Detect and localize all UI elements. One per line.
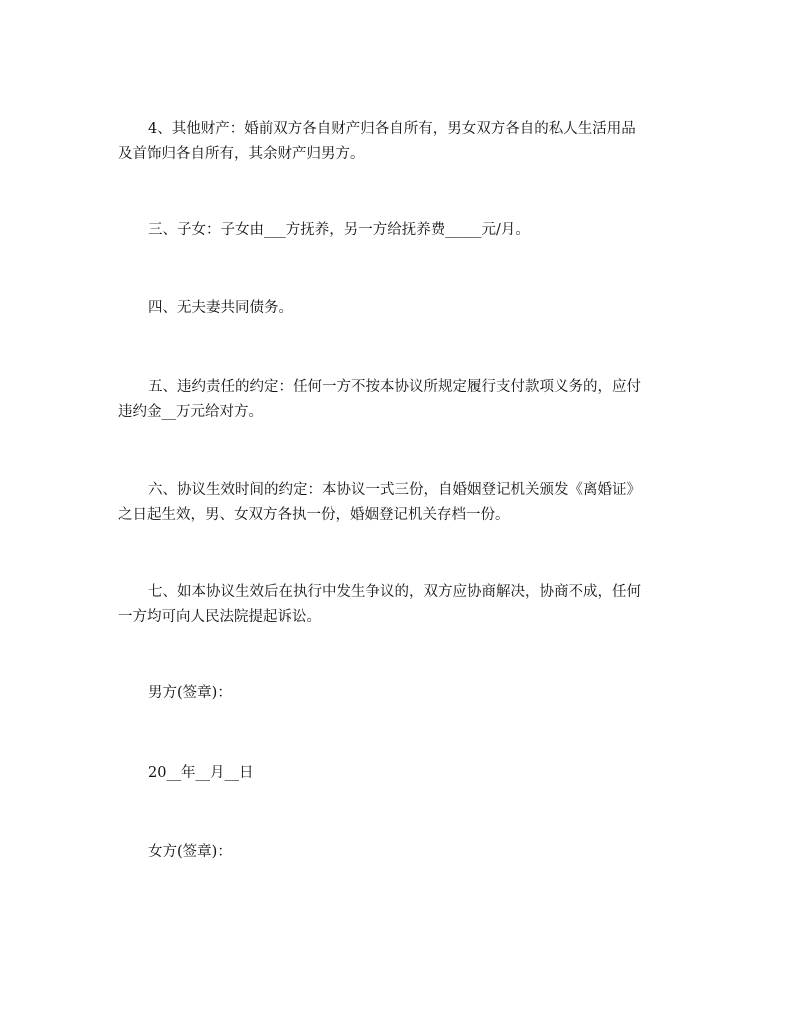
clause-children [118,218,690,243]
clause-line: 违约金__万元给对方。 [118,404,263,420]
clause-line: 五、违约责任的约定：任何一方不按本协议所规定履行支付款项义务的，应付 [148,379,641,395]
clause-line: 之日起生效，男、女双方各执一份，婚姻登记机关存档一份。 [118,507,510,523]
clause-line: 四、无夫妻共同债务。 [148,300,293,316]
clause-line: 七、如本协议生效后在执行中发生争议的，双方应协商解决，协商不成，任何 [148,584,641,600]
clause-line: 三、子女：子女由___方抚养，另一方给抚养费_____元/月。 [148,222,530,238]
clause-breach [118,375,690,425]
clause-debts [118,296,690,321]
clause-line: 六、协议生效时间的约定：本协议一式三份，自婚姻登记机关颁发《离婚证》 [148,482,641,498]
clause-line: 及首饰归各自所有，其余财产归男方。 [118,146,365,162]
clause-line: 4、其他财产：婚前双方各自财产归各自所有，男女双方各自的私人生活用品 [148,121,636,137]
clause-effective-time [118,478,690,528]
male-signature-label: 男方(签章)： [148,685,232,701]
clause-other-property [118,117,690,167]
female-signature-label: 女方(签章)： [148,844,232,860]
clause-line: 一方均可向人民法院提起诉讼。 [118,609,321,625]
clause-disputes [118,580,690,630]
signature-date-line: 20__年__月__日 [148,765,254,781]
